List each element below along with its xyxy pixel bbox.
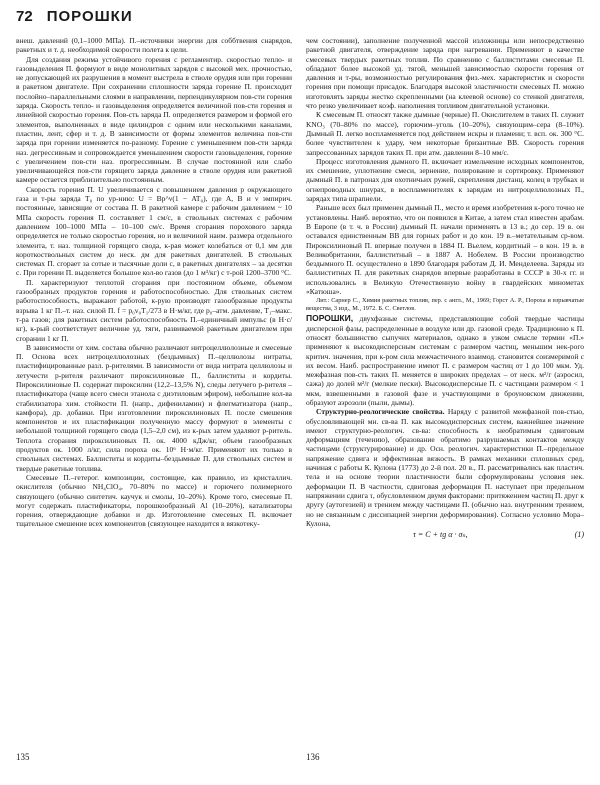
section-paragraph <box>306 407 584 528</box>
paragraph: чем состоянии), заполнение полученной массой изложницы или непосредственно ракетной двигателя, отверждение заряда при нагревании. Применяют в качестве смесевых твердых ракетных топлив. По сравнению с баллиститами смесевые П. обладают более высокой уд. тягой, меньшей зависимостью скорости горения от давления и т-ры, возможностью регулирования физ.-мех. характеристик и скорости горения при помощи присадок. Благодаря высокой эластичности смесевых П. можно изготовлять заряды жестко скрепленными (на клеевой основе) со стенкой двигателя, что резко увеличивает коэф. наполнения топливом двигательной установки. <box>306 36 584 111</box>
article-paragraph <box>306 314 584 407</box>
formula-number: (1) <box>574 530 584 540</box>
paragraph: П. характеризуют теплотой сгорания при постоянном объеме, объемом газообразных продуктов горения и работоспособностью. Для ствольных систем работоспособность, выражают работой, к-рую производят газообразные продукты взрыва 1 кг П.–т. наз. силой П. f = p₀v₀T₁/273 в Н·м/кг, где p₀–атм. давление, T₁–макс. т-ра газов; для ракетных систем работоспособность П.–единичный импульс (в Н·с/кг), к-рый соответствует величине уд. тяги, развиваемой ракетным двигателем при сгорании 1 кг П. <box>16 277 292 343</box>
paragraph: Лит.: Сарнер С., Химия ракетных топлив, пер. с англ., М., 1969; Горст А. Р., Пороха и взрывчатые вещества, 3 изд., М., 1972. Б. С. Светлов. <box>306 297 584 313</box>
paragraph: В зависимости от хим. состава обычно различают нитроцеллюлозные и смесевые П. Основа всех нитроцеллюлозных (бездымных) П.–целлюлозы нитраты, пластифицированные разл. р-рителями. В зависимости от вида нитрата целлюлозы и летучести р-рителя различают пироксилиновые П., баллиститы и кордиты. Пироксилиновые П. содержат пироксилин (12,2–13,5% N), следы летучего р-рителя – пластификатора (чаще всего смеси этанола с диэтиловым эфиром), небольшие кол-ва стабилизатора хим. стойкости П. (напр., дифениламин) и флегматизатора (напр., камфора), др. добавки. При изготовлении пироксилиновых П. после смешения компонентов и их пластификации полученную массу формуют в элементы с небольшой толщиной горящего свода (1,5–2,0 см), из к-рых затем удаляют р-ритель. Теплота сгорания пироксилиновых П. ок. 4000 кДж/кг, объем газообразных продуктов ок. 1000 л/кг, сила пороха ок. 10⁶ Н·м/кг. Применяют их только в ствольных системах. Баллиститы и кордиты–бездымные П. для ствольных систем и твердые ракетные топлива. <box>16 342 292 473</box>
formula-expression: τ = C + tg α · σₙ, <box>413 530 468 540</box>
footer-page-right: 136 <box>306 752 320 762</box>
footer-page-left: 135 <box>16 752 30 762</box>
paragraph: Для создания режима устойчивого горения с регламентир. скоростью тепло- и газовыделения П. формуют в виде монолитных зарядов с высокой мех. прочностью, не допускающей их разрушения в момент выстрела в стволе орудия или при горении в ракетном двигателе. При сохранении сплошности заряда горение П. происходит послойно–параллельными слоями в направлении, перпендикулярном пов-сти горения заряда. Скорость тепло- и газовыделения определяется величиной пов-сти горения и линейной скоростью горения. Пов-сть заряда П. определяется размером и формой его элементов, выполненных в виде цилиндров с одним или несколькими каналами, пластин, лент, сфер и т. д. В зависимости от формы элементов величина пов-сти заряда при горении изменяется по-разному. Горение с уменьшением пов-сти заряда наз. дегрессивным и сопровождается уменьшением скорости газовыделения, горение с увеличением пов-сти наз. прогрессивным. В случае постоянной или слабо увеличивающейся пов-сти горящего заряда давление в стволе орудия или ракетной камере остается приблизительно постоянным. <box>16 54 292 185</box>
paragraph: К смесевым П. относят также дымные (черные) П. Окислителем в таких П. служит KNO₃ (70–80% по массе), горючим–уголь (10–20%), связующим–сера (8–10%). Дымный П. легко воспламеняется под действием искры и пламени; т. всп. ок. 300 °С. более чувствителен к удару, чем некоторые бризантные ВВ. Скорость горения запрессованных зарядов таких П. при атм. давлении 8–10 мм/с. <box>306 110 584 157</box>
running-title: ПОРОШКИ <box>46 8 133 25</box>
page-header <box>16 8 584 32</box>
section-body: Наряду с развитой межфазной пов-стью, обусловливающей мн. св-ва П. как высокодисперсных систем, важнейшее значение имеют структурно-реологич. св-ва: способность к необратимым сдвиговым деформациям (течению), образование обратимо разрушаемых контактов между частицами (структурирование) и др. Осн. реологич. характеристики П.–предельное напряжение сдвига и эффективная вязкость. В рамках механики сплошных сред, начиная с работы К. Кулона (1773) до 2-й пол. 20 в., П. рассматривались как пластич. тела и на основе теории пластичности были сформулированы условия нек. деформации П. В частности, сдвиговая деформация П. наступает при предельном напряжении сдвига τ, обусловленном двумя факторами: притяжением частиц П. друг к другу (аутогезией) и трением между частицами П. (обычно наз. внутренним трением, но не связанным с диссипацией энергии деформирования). Согласно условию Мора–Кулона, <box>306 407 584 528</box>
paragraph: Процесс изготовления дымного П. включает измельчение исходных компонентов, их смешение, уплотнение смеси, зернение, полирование и сортировку. Применяют дымный П. в патронах для охотничьих ружей, скрепления дистанц. колец в трубках и огнепроводных шнурах, в воспламенителях к зарядам из нитроцеллюлозных П., зарядах типа шрапнели. <box>306 156 584 204</box>
paragraph: Смесевые П.–гетерог. композиции, состоящие, как правило, из кристаллич. окислителя (обычно NH₄ClO₄, 70–80% по массе) и горючего полимерного связующего (обычно синтетич. каучук и смолы, 10–20%). Кроме того, смесевые П. могут содержать пластификаторы, порошкообразный Al (10–20%), катализаторы горения, отверждающие добавки и др. Изготовление смесевых П. включает тщательное смешение всех компонентов (связующее находится в вязкотеку- <box>16 472 292 529</box>
article-headword: ПОРОШКИ, <box>306 313 354 324</box>
article-body: двухфазные системы, представляющие собой твердые частицы дисперсной фазы, распределенные в воздухе или др. газовой среде. Традиционно к П. относят большинство сыпучих материалов, однако в узком смысле термин «П.» применяют к высокодисперсным системам с размером частиц, меньшим нек-рого критич. значения, при к-ром сила межчастичного взаимод. становится соизмеримой с их весом. Наиб. распространение имеют П. с размером частиц от 1 до 100 мкм. Уд. межфазная пов-сть таких П. меняется в широких пределах – от неск. м²/г (аэросил, сажа) до долей м²/г (мелкие пески). Высокодисперсные П. с частицами размером < 1 мкм, взвешенными в газовой фазе и участвующими в броуновском движении, образуют аэрозоли (пыли, дымы). <box>306 314 584 407</box>
right-column <box>306 36 584 741</box>
paragraph: Раньше всех был применен дымный П., место и время изобретения к-рого точно не установлены. Наиб. вероятно, что он появился в Китае, а затем стал известен арабам. В Европе (в т. ч. в России) дымный П. начали применять в 13 в.; до сер. 19 в. он оставался единственным ВВ для горных работ и до кон. 19 в.–метательным ср-вом. Пироксилиновый П. впервые получен в 1884 П. Вьелем, кордитный – в кон. 19 в. в Великобритании, баллиститный – в 1887 А. Нобелем. В России производство бездымного П. осуществлено в 1890 благодаря работам Д. И. Менделеева. Заряды из баллиститных П. для ракетных снарядов впервые разработаны в СССР в 30-х гг. и использовались в Великую Отечественную войну в гвардейских минометах «Катюша». <box>306 203 584 297</box>
paragraph: внеш. давлений (0,1–1000 МПа). П.–источники энергии для соббтвения снарядов, ракетных и т. д. необходимой скорости полета к цели. <box>16 36 292 55</box>
section-subheading: Структурно-реологические свойства. <box>316 407 445 417</box>
paragraph: Скорость горения П. U увеличивается с повышением давления p окружающего газа и т-ры заряда T₀ по ур-нию: U = Bp^ν(1 − AT₀), где A, B и ν эмпирич. постоянные, зависящие от состава П. В ракетной камере с рабочим давлением ~ 10 МПа скорость горения П. составляет 1 см/с, в ствольных системах с рабочим давлением 100–1000 МПа – 10–100 см/с. Время сгорания порохового заряда определяется не только скоростью горения, но и величиной наим. размера отдельного элемента, т. наз. толщиной горящего свода, к-рая может колебаться от 0,1 мм для короткоствольных систем до неск. дм для ракетных двигателей. В ствольных системах П. сгорает за сотые и тысячные доли с, в ракетных двигателях – за десятки с. При горении П. выделяется большое кол-во газов (до 1 м³/кг) с т-рой 1200–3700 °С. <box>16 184 292 278</box>
page-number: 72 <box>16 8 33 25</box>
left-column <box>16 36 292 741</box>
formula <box>306 530 584 539</box>
